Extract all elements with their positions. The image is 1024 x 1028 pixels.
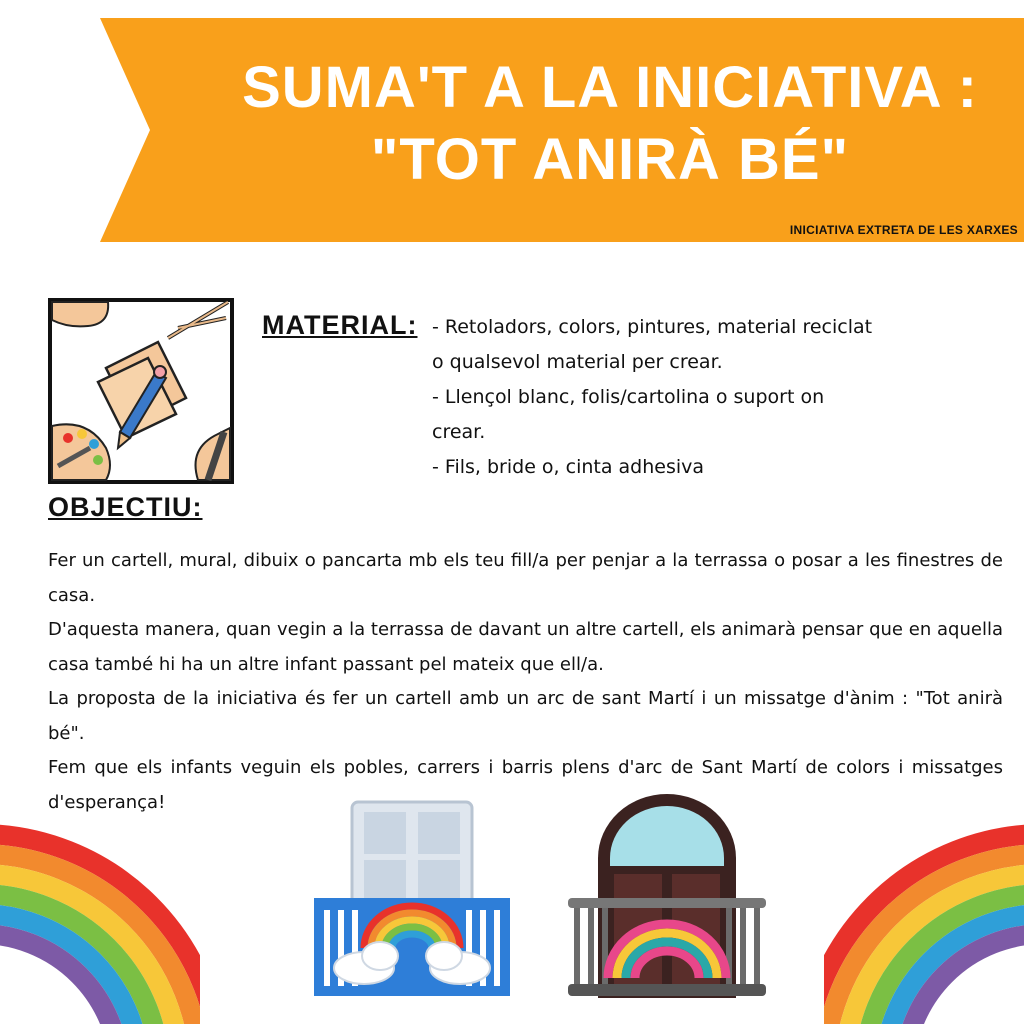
objectiu-paragraph: D'aquesta manera, quan vegin a la terrassa de davant un altre cartell, els animarà pensar que en aquella casa també hi ha un altre infant passant pel mateix que ell/a. [48, 619, 1003, 675]
objectiu-paragraph: Fem que els infants veguin els pobles, carrers i barris plens d'arc de Sant Martí de colors i missatges d'esperança! [48, 757, 1003, 813]
objectiu-paragraph: La proposta de la iniciativa és fer un cartell amb un arc de sant Martí i un missatge d'ànim : "Tot anirà bé". [48, 688, 1003, 744]
balcony-blue-icon [312, 798, 512, 1002]
material-list [432, 310, 952, 485]
objectiu-text [48, 544, 1003, 820]
material-line: - Llençol blanc, folis/cartolina o suport on [432, 386, 825, 408]
material-line: - Fils, bride o, cinta adhesiva [432, 456, 705, 478]
title-line-1: SUMA'T A LA INICIATIVA : [242, 55, 978, 120]
rainbow-right-icon [824, 812, 1024, 1028]
art-supplies-icon [48, 298, 234, 484]
material-line: o qualsevol material per crear. [432, 351, 723, 373]
material-label: MATERIAL: [262, 310, 418, 340]
header-banner [0, 0, 1024, 260]
source-note: INICIATIVA EXTRETA DE LES XARXES [789, 223, 1018, 237]
title-line-2: "TOT ANIRÀ BÉ" [370, 127, 850, 192]
material-line: - Retoladors, colors, pintures, material reciclat [432, 316, 873, 338]
page-title [180, 52, 1024, 196]
material-line: crear. [432, 421, 486, 443]
objectiu-paragraph: Fer un cartell, mural, dibuix o pancarta mb els teu fill/a per penjar a la terrassa o posar a les finestres de casa. [48, 550, 1003, 606]
rainbow-left-icon [0, 812, 200, 1028]
balcony-arched-icon [564, 788, 770, 1004]
objectiu-label: OBJECTIU: [48, 492, 203, 522]
